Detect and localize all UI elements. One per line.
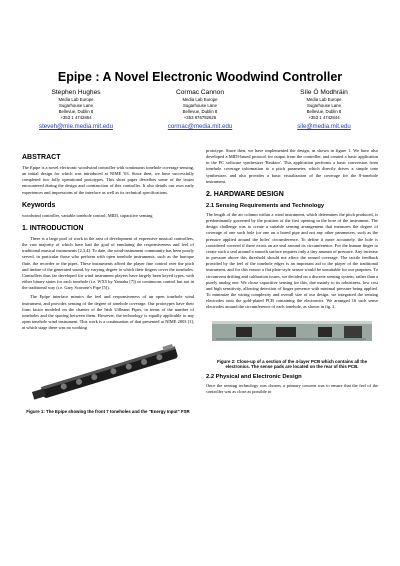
author-affiliation: Media Lab Europe: [182, 97, 218, 102]
author-phone: +353 876782625: [183, 115, 217, 121]
keywords-heading: Keywords: [22, 201, 56, 209]
hardware-design-heading: 2. HARDWARE DESIGN: [206, 190, 284, 198]
paper-title: Epipe : A Novel Electronic Woodwind Controller: [57, 70, 343, 84]
body-paragraph-continued: prototype. Since then, we have implemented the design, as shown in figure 1. We have also developed a MIDI-based protocol for output from the controller, and created a basic application in the PC software synthesizer 'Reaktor'. This application performs a basic conversion from tonehole coverage information to a pitch parameter, which directly drives a simple tone synthesizer, and also provides a basic visualization of the coverage for the 8-tonehole instrument.: [206, 148, 378, 184]
author-phone: +353 1 4742844: [308, 115, 340, 121]
author-name: Cormac Cannon: [175, 89, 224, 96]
abstract-heading: ABSTRACT: [22, 154, 61, 161]
author-phone: +353 1 4742864: [60, 115, 92, 121]
author-1: [14, 89, 138, 131]
author-email-link[interactable]: sile@media.mit.edu: [297, 123, 351, 131]
author-city: Bellevue, Dublin 8: [306, 109, 342, 115]
right-column: [206, 148, 378, 398]
author-affiliation: Media Lab Europe: [306, 97, 342, 102]
figure-2: [206, 313, 378, 369]
abstract-text: The Epipe is a novel electronic woodwind controller with continuous tonehole coverage sensing, an initial design for which was introduced at NIME '03. Since then, we have successfully completed two fully operational prototypes. This short paper describes some of the issues encountered during the design and construction of this controller. It also details our own early experiences and impressions of the interface as well as its technical specifications.: [22, 165, 194, 195]
author-3: [262, 89, 386, 131]
figure-2-caption: Figure 2: Close-up of a section of the 4-layer PCB which contains all the electronics. The sense pads are located on the rear of this PCB.: [216, 358, 368, 370]
keywords-text: woodwind controller, variable tonehole control, MIDI, capacitive sensing: [22, 212, 153, 218]
pcb-closeup-photo: [206, 313, 378, 353]
author-block: [14, 89, 386, 131]
author-2: [138, 89, 262, 131]
author-email-link[interactable]: cormac@media.mit.edu: [167, 123, 233, 131]
introduction-paragraph-2: The Epipe interface mimics the feel and responsiveness of an open tonehole wind instrument, and provides sensing of the degree of tonehole coverage. Our prototypes have their form factor modeled on the chanter of the Irish Uilleann Pipes, in terms of the number of toneholes and the spacing between them. However, the technology is equally applicable to any open tonehole wind instrument. This work is a continuation of that presented at NIME 2003 [1], at which stage there was no working: [22, 294, 194, 331]
introduction-heading: 1. INTRODUCTION: [22, 224, 84, 232]
author-name: Síle Ó Modhráin: [300, 89, 348, 96]
author-city: Bellevue, Dublin 8: [58, 109, 94, 115]
left-column: [22, 148, 194, 415]
author-address: Sugarhouse Lane: [183, 103, 217, 109]
figure-1-caption: Figure 1: The Epipe showing the front 7 toneholes and the "Energy Input" FSR: [26, 409, 190, 415]
introduction-paragraph-1: There is a large pool of work in the area of development of expressive musical controllers, the vast majority of which have had the goal of emulating the responsiveness and feel of traditional musical instruments [2,3,4]. To date, the wind-instrument community has been poorly served, in particular those who perform with open tonehole instruments, such as the baroque flute, the recorder or the pipes. These instruments afford the player fine control over the pitch and timbre of the generated sound, by varying degree to which their fingers cover the toneholes. Controllers thus far developed for wind instrument players have largely been keyed types, with either binary states for each tonehole (i.e. WX5 by Yamaha [7]) or continuous control but not in the traditional way (i.e. Gary Scavone's Pipe [5]).: [22, 235, 194, 291]
physical-design-heading: 2.2 Physical and Electronic Design: [206, 373, 302, 380]
sensing-requirements-heading: 2.1 Sensing Requirements and Technology: [206, 202, 325, 209]
author-affiliation: Media Lab Europe: [58, 97, 94, 102]
author-city: Bellevue, Dublin 8: [182, 109, 218, 115]
author-name: Stephen Hughes: [51, 89, 101, 96]
figure-1: [22, 334, 194, 415]
author-email-link[interactable]: steveh@mle.media.mit.edu: [39, 123, 113, 131]
author-address: Sugarhouse Lane: [307, 103, 341, 109]
physical-design-paragraph: Once the sensing technology was chosen, a primary concern was to ensure that the feel of the controller was as close as possible to: [206, 382, 378, 394]
author-address: Sugarhouse Lane: [59, 103, 93, 109]
epipe-photo: [22, 334, 194, 404]
sensing-paragraph: The length of the air column within a wind instrument, which determines the pitch produced, is predominantly governed by the position of the first opening in the bore of the instrument. The design challenge was to create a suitable sensing arrangement that measures the degree of coverage of one such hole (or one on a bored pipe and not any other parameters, such as the pressure applied around the holes' circumference. To define it more accurately, the hole is considered covered if there exists an air seal around its circumference. For the human finger to create such a seal around a smooth surface requires only a tiny amount of pressure. Any increase in pressure above this threshold should not affect the sensed coverage. The tactile feedback provided by the feel of the tonehole edges is an important aid to the player of the traditional instrument, and for this reason a flat plate-style sensor would be unsuitable for our purposes. To circumvent drifting and calibration issues, we decided on a discrete sensing system, rather than a purely analog one. We chose capacitive sensing for this, due mainly to its robustness, low cost and high sensitivity, allowing detection of finger presence with minimal pressure being applied. To minimize the wiring complexity and overall size of our design, we integrated the sensing electrodes onto the gold-plated PCB containing the electronics. We arranged 16 such sense electrodes around the circumference of each tonehole, as shown in fig. 2.: [206, 211, 378, 310]
